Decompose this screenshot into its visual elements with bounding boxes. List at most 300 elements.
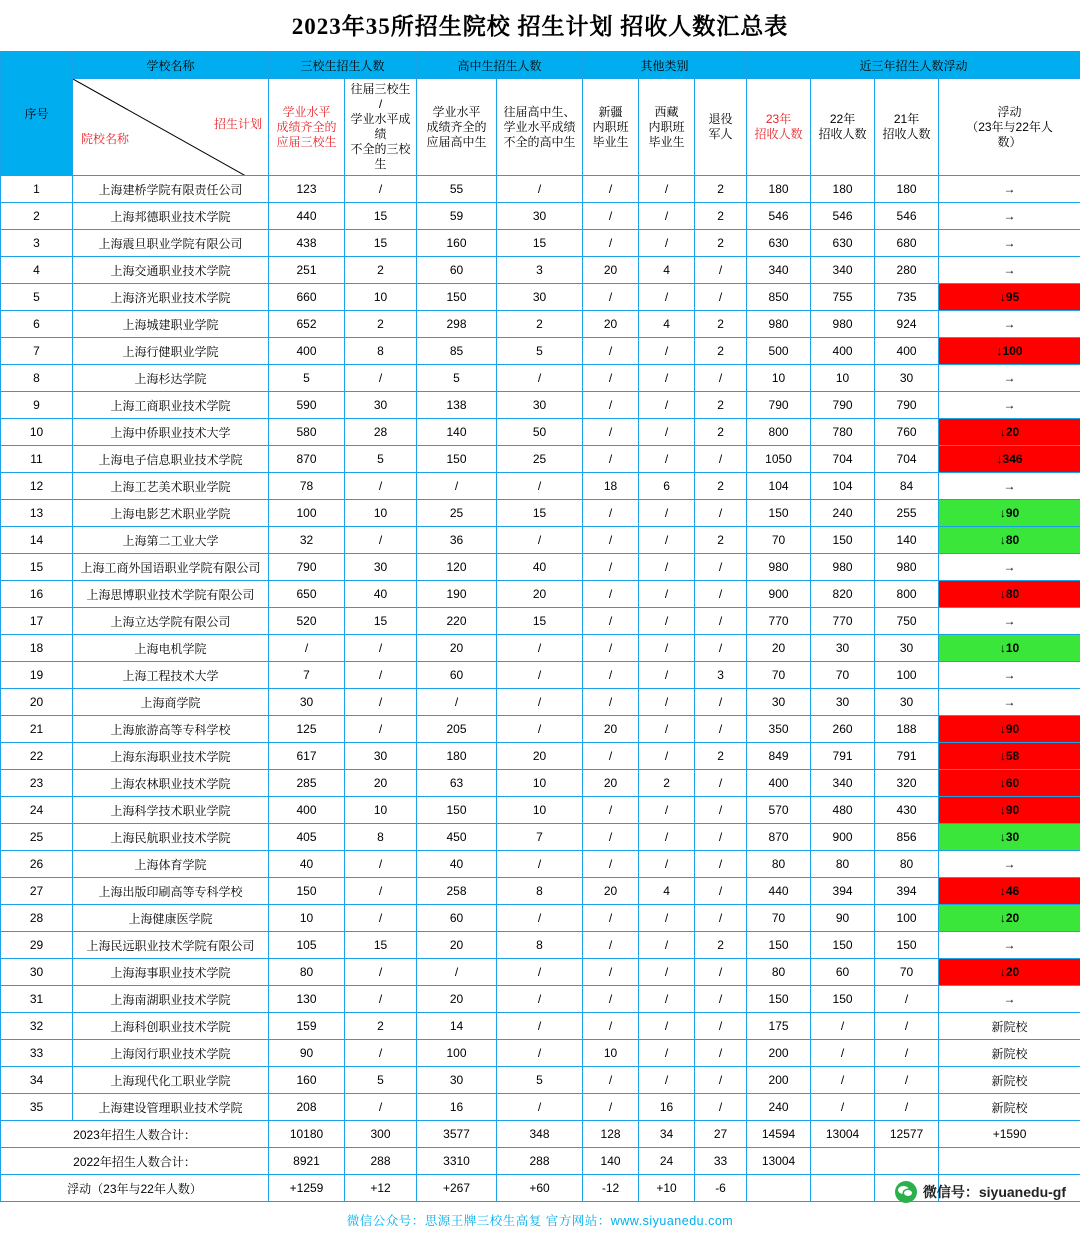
- table-row: [1, 797, 1080, 824]
- subheader-veteran: 退役 军人: [695, 79, 747, 176]
- row-school-name: 上海农林职业技术学院: [73, 770, 269, 797]
- summary-value-3: 348: [497, 1121, 583, 1148]
- row-float: →: [939, 203, 1080, 230]
- table-row: [1, 662, 1080, 689]
- row-value-9: 100: [875, 662, 939, 689]
- row-value-1: /: [345, 689, 417, 716]
- subheader-2023: 23年 招收人数: [747, 79, 811, 176]
- row-value-4: 18: [583, 473, 639, 500]
- summary-value-5: 24: [639, 1148, 695, 1175]
- row-value-5: 2: [639, 770, 695, 797]
- row-value-5: /: [639, 392, 695, 419]
- row-value-3: 10: [497, 797, 583, 824]
- row-value-1: /: [345, 527, 417, 554]
- row-value-5: 4: [639, 257, 695, 284]
- row-value-6: 2: [695, 230, 747, 257]
- row-value-5: /: [639, 689, 695, 716]
- row-value-2: 160: [417, 230, 497, 257]
- summary-value-6: -6: [695, 1175, 747, 1202]
- row-value-2: 150: [417, 797, 497, 824]
- row-float: →: [939, 662, 1080, 689]
- row-value-7: 70: [747, 662, 811, 689]
- row-value-1: 20: [345, 770, 417, 797]
- row-value-8: 770: [811, 608, 875, 635]
- row-value-6: 2: [695, 419, 747, 446]
- row-value-5: 6: [639, 473, 695, 500]
- row-value-3: 30: [497, 203, 583, 230]
- row-school-name: 上海闵行职业技术学院: [73, 1040, 269, 1067]
- summary-value-7: 13004: [747, 1148, 811, 1175]
- row-value-3: 10: [497, 770, 583, 797]
- row-value-6: /: [695, 851, 747, 878]
- row-value-4: /: [583, 662, 639, 689]
- summary-value-2: 3310: [417, 1148, 497, 1175]
- row-value-7: 849: [747, 743, 811, 770]
- row-float: →: [939, 554, 1080, 581]
- row-value-0: 652: [269, 311, 345, 338]
- table-row: [1, 446, 1080, 473]
- row-value-0: 208: [269, 1094, 345, 1121]
- row-value-7: 630: [747, 230, 811, 257]
- row-value-5: /: [639, 851, 695, 878]
- row-value-7: 500: [747, 338, 811, 365]
- row-index: 24: [1, 797, 73, 824]
- summary-value-2: +267: [417, 1175, 497, 1202]
- row-float: ↓100: [939, 338, 1080, 365]
- summary-value-3: +60: [497, 1175, 583, 1202]
- row-index: 34: [1, 1067, 73, 1094]
- row-value-2: 5: [417, 365, 497, 392]
- row-value-0: 660: [269, 284, 345, 311]
- row-value-0: 130: [269, 986, 345, 1013]
- row-value-9: 30: [875, 365, 939, 392]
- row-value-3: 30: [497, 284, 583, 311]
- table-row: [1, 1040, 1080, 1067]
- admissions-table: [0, 51, 1080, 1202]
- table-row: [1, 392, 1080, 419]
- row-school-name: 上海旅游高等专科学校: [73, 716, 269, 743]
- row-value-6: /: [695, 257, 747, 284]
- row-value-0: 90: [269, 1040, 345, 1067]
- table-row: [1, 986, 1080, 1013]
- row-index: 1: [1, 176, 73, 203]
- table-row: [1, 959, 1080, 986]
- row-value-5: /: [639, 797, 695, 824]
- row-value-8: 150: [811, 932, 875, 959]
- summary-value-9: 12577: [875, 1121, 939, 1148]
- summary-float: [939, 1148, 1080, 1175]
- row-value-8: 10: [811, 365, 875, 392]
- row-value-0: 30: [269, 689, 345, 716]
- row-value-3: 15: [497, 230, 583, 257]
- row-value-0: 438: [269, 230, 345, 257]
- row-float: ↓10: [939, 635, 1080, 662]
- row-value-3: /: [497, 986, 583, 1013]
- row-float: →: [939, 230, 1080, 257]
- row-index: 4: [1, 257, 73, 284]
- row-value-5: /: [639, 662, 695, 689]
- row-index: 15: [1, 554, 73, 581]
- row-value-1: /: [345, 986, 417, 1013]
- row-index: 35: [1, 1094, 73, 1121]
- row-value-7: 1050: [747, 446, 811, 473]
- row-index: 14: [1, 527, 73, 554]
- summary-value-8: [811, 1148, 875, 1175]
- row-value-7: 770: [747, 608, 811, 635]
- row-value-5: /: [639, 635, 695, 662]
- row-value-3: /: [497, 716, 583, 743]
- header-school-name: 学校名称: [73, 52, 269, 79]
- row-value-6: 2: [695, 527, 747, 554]
- row-value-1: 5: [345, 446, 417, 473]
- row-value-5: /: [639, 419, 695, 446]
- row-school-name: 上海科学技术职业学院: [73, 797, 269, 824]
- row-index: 13: [1, 500, 73, 527]
- row-index: 30: [1, 959, 73, 986]
- row-value-1: /: [345, 851, 417, 878]
- header-group-other: 其他类别: [583, 52, 747, 79]
- row-value-6: /: [695, 446, 747, 473]
- row-value-8: 980: [811, 554, 875, 581]
- row-value-9: 980: [875, 554, 939, 581]
- row-value-7: 340: [747, 257, 811, 284]
- row-value-1: /: [345, 635, 417, 662]
- row-value-2: 205: [417, 716, 497, 743]
- row-value-4: /: [583, 608, 639, 635]
- table-row: [1, 1013, 1080, 1040]
- row-float: ↓30: [939, 824, 1080, 851]
- row-value-8: 104: [811, 473, 875, 500]
- row-value-1: 2: [345, 1013, 417, 1040]
- row-value-4: /: [583, 419, 639, 446]
- row-value-5: /: [639, 1067, 695, 1094]
- row-value-7: 350: [747, 716, 811, 743]
- row-value-1: 10: [345, 797, 417, 824]
- row-value-4: /: [583, 527, 639, 554]
- row-value-9: 400: [875, 338, 939, 365]
- row-value-1: 15: [345, 230, 417, 257]
- row-value-8: 30: [811, 689, 875, 716]
- row-index: 21: [1, 716, 73, 743]
- row-value-0: 400: [269, 338, 345, 365]
- subheader-float: 浮动 （23年与22年人 数）: [939, 79, 1080, 176]
- row-value-1: /: [345, 1040, 417, 1067]
- row-index: 19: [1, 662, 73, 689]
- row-value-3: /: [497, 662, 583, 689]
- row-value-4: /: [583, 554, 639, 581]
- row-value-0: 160: [269, 1067, 345, 1094]
- row-value-2: 100: [417, 1040, 497, 1067]
- row-value-6: /: [695, 1013, 747, 1040]
- row-value-7: 400: [747, 770, 811, 797]
- row-value-2: 20: [417, 986, 497, 1013]
- header-group-trend: 近三年招生人数浮动: [747, 52, 1080, 79]
- row-value-4: /: [583, 959, 639, 986]
- summary-value-4: 128: [583, 1121, 639, 1148]
- row-value-7: 800: [747, 419, 811, 446]
- row-value-5: 16: [639, 1094, 695, 1121]
- header-group-highschool: 高中生招生人数: [417, 52, 583, 79]
- row-school-name: 上海震旦职业学院有限公司: [73, 230, 269, 257]
- row-value-6: 2: [695, 338, 747, 365]
- row-value-8: 400: [811, 338, 875, 365]
- row-value-6: /: [695, 554, 747, 581]
- row-value-4: /: [583, 392, 639, 419]
- row-school-name: 上海杉达学院: [73, 365, 269, 392]
- row-value-8: 630: [811, 230, 875, 257]
- row-float: ↓20: [939, 905, 1080, 932]
- row-value-9: /: [875, 1094, 939, 1121]
- row-float: →: [939, 851, 1080, 878]
- row-value-0: 870: [269, 446, 345, 473]
- row-value-3: /: [497, 365, 583, 392]
- summary-value-0: 10180: [269, 1121, 345, 1148]
- row-value-4: /: [583, 500, 639, 527]
- row-value-8: 70: [811, 662, 875, 689]
- table-row: [1, 365, 1080, 392]
- row-value-2: 60: [417, 905, 497, 932]
- row-value-3: 15: [497, 608, 583, 635]
- row-float: ↓80: [939, 527, 1080, 554]
- row-value-0: /: [269, 635, 345, 662]
- row-school-name: 上海第二工业大学: [73, 527, 269, 554]
- table-row: [1, 905, 1080, 932]
- row-value-6: /: [695, 905, 747, 932]
- row-value-0: 80: [269, 959, 345, 986]
- row-value-8: 340: [811, 257, 875, 284]
- summary-float: +1590: [939, 1121, 1080, 1148]
- row-value-6: /: [695, 824, 747, 851]
- row-value-5: /: [639, 230, 695, 257]
- row-value-6: 2: [695, 392, 747, 419]
- wechat-watermark: [895, 1181, 1066, 1203]
- summary-value-8: [811, 1175, 875, 1202]
- table-row: [1, 932, 1080, 959]
- row-value-8: 900: [811, 824, 875, 851]
- row-value-9: 180: [875, 176, 939, 203]
- row-value-2: /: [417, 959, 497, 986]
- row-value-6: 3: [695, 662, 747, 689]
- row-value-0: 10: [269, 905, 345, 932]
- table-row: [1, 284, 1080, 311]
- row-value-4: /: [583, 1013, 639, 1040]
- row-value-7: 70: [747, 527, 811, 554]
- row-value-7: 80: [747, 959, 811, 986]
- row-value-2: 450: [417, 824, 497, 851]
- row-value-4: /: [583, 1094, 639, 1121]
- row-school-name: 上海电机学院: [73, 635, 269, 662]
- row-value-9: 140: [875, 527, 939, 554]
- table-row: [1, 257, 1080, 284]
- row-value-1: 30: [345, 392, 417, 419]
- row-value-9: 30: [875, 635, 939, 662]
- summary-label: 2023年招生人数合计：: [1, 1121, 269, 1148]
- subheader-highschool-partial: 往届高中生、 学业水平成绩 不全的高中生: [497, 79, 583, 176]
- row-value-0: 400: [269, 797, 345, 824]
- row-value-7: 570: [747, 797, 811, 824]
- row-value-2: 120: [417, 554, 497, 581]
- row-value-7: 150: [747, 500, 811, 527]
- row-value-3: /: [497, 473, 583, 500]
- row-value-3: /: [497, 176, 583, 203]
- row-value-8: 791: [811, 743, 875, 770]
- row-value-9: 70: [875, 959, 939, 986]
- summary-value-0: +1259: [269, 1175, 345, 1202]
- row-value-7: 80: [747, 851, 811, 878]
- row-value-1: /: [345, 905, 417, 932]
- row-value-4: /: [583, 581, 639, 608]
- row-value-7: 240: [747, 1094, 811, 1121]
- row-value-8: 755: [811, 284, 875, 311]
- row-value-7: 980: [747, 554, 811, 581]
- row-school-name: 上海行健职业学院: [73, 338, 269, 365]
- row-value-9: 704: [875, 446, 939, 473]
- row-value-5: /: [639, 959, 695, 986]
- row-float: ↓20: [939, 419, 1080, 446]
- corner-label-plan: 招生计划: [213, 117, 262, 131]
- row-value-3: /: [497, 851, 583, 878]
- row-index: 26: [1, 851, 73, 878]
- row-value-1: /: [345, 1094, 417, 1121]
- row-value-2: 63: [417, 770, 497, 797]
- table-row: [1, 230, 1080, 257]
- row-index: 8: [1, 365, 73, 392]
- row-value-1: /: [345, 959, 417, 986]
- row-value-0: 520: [269, 608, 345, 635]
- summary-value-7: 14594: [747, 1121, 811, 1148]
- table-row: [1, 635, 1080, 662]
- table-row: [1, 716, 1080, 743]
- table-row: [1, 770, 1080, 797]
- row-value-8: 80: [811, 851, 875, 878]
- row-school-name: 上海南湖职业技术学院: [73, 986, 269, 1013]
- row-value-1: 15: [345, 932, 417, 959]
- table-row: [1, 608, 1080, 635]
- row-float: →: [939, 311, 1080, 338]
- row-school-name: 上海立达学院有限公司: [73, 608, 269, 635]
- row-value-2: 16: [417, 1094, 497, 1121]
- row-index: 17: [1, 608, 73, 635]
- table-row: [1, 689, 1080, 716]
- row-value-5: /: [639, 554, 695, 581]
- table-header: [1, 52, 1080, 176]
- row-value-8: 240: [811, 500, 875, 527]
- row-value-4: /: [583, 689, 639, 716]
- row-index: 3: [1, 230, 73, 257]
- row-float: 新院校: [939, 1040, 1080, 1067]
- row-value-9: 735: [875, 284, 939, 311]
- row-value-4: 20: [583, 257, 639, 284]
- summary-value-4: -12: [583, 1175, 639, 1202]
- row-value-0: 40: [269, 851, 345, 878]
- subheader-tibet: 西藏 内职班 毕业生: [639, 79, 695, 176]
- row-index: 25: [1, 824, 73, 851]
- row-value-1: /: [345, 662, 417, 689]
- row-value-9: 750: [875, 608, 939, 635]
- row-value-7: 150: [747, 932, 811, 959]
- row-value-2: 30: [417, 1067, 497, 1094]
- row-value-8: /: [811, 1040, 875, 1067]
- row-value-4: /: [583, 1067, 639, 1094]
- row-value-4: /: [583, 365, 639, 392]
- row-value-3: /: [497, 1040, 583, 1067]
- row-value-6: 2: [695, 743, 747, 770]
- row-value-7: 200: [747, 1067, 811, 1094]
- table-row: [1, 203, 1080, 230]
- row-value-2: 150: [417, 446, 497, 473]
- row-value-6: /: [695, 1067, 747, 1094]
- row-value-5: /: [639, 446, 695, 473]
- row-value-6: /: [695, 716, 747, 743]
- row-index: 20: [1, 689, 73, 716]
- row-value-5: /: [639, 743, 695, 770]
- row-value-0: 100: [269, 500, 345, 527]
- subheader-vocational-partial: 往届三校生 / 学业水平成绩 不全的三校生: [345, 79, 417, 176]
- row-value-2: 20: [417, 932, 497, 959]
- header-seq: 序号: [1, 52, 73, 176]
- row-value-9: 790: [875, 392, 939, 419]
- row-value-8: 150: [811, 986, 875, 1013]
- row-index: 5: [1, 284, 73, 311]
- row-value-3: 20: [497, 581, 583, 608]
- row-value-9: 680: [875, 230, 939, 257]
- row-school-name: 上海济光职业技术学院: [73, 284, 269, 311]
- row-index: 18: [1, 635, 73, 662]
- row-float: 新院校: [939, 1067, 1080, 1094]
- summary-value-5: 34: [639, 1121, 695, 1148]
- summary-value-1: 288: [345, 1148, 417, 1175]
- row-value-2: 40: [417, 851, 497, 878]
- row-value-7: 20: [747, 635, 811, 662]
- row-value-8: 820: [811, 581, 875, 608]
- row-value-9: 100: [875, 905, 939, 932]
- row-value-2: 220: [417, 608, 497, 635]
- row-value-7: 175: [747, 1013, 811, 1040]
- row-value-5: /: [639, 581, 695, 608]
- subheader-xinjiang: 新疆 内职班 毕业生: [583, 79, 639, 176]
- row-value-3: 25: [497, 446, 583, 473]
- row-value-6: 2: [695, 203, 747, 230]
- row-school-name: 上海健康医学院: [73, 905, 269, 932]
- row-value-4: 20: [583, 716, 639, 743]
- row-value-7: 850: [747, 284, 811, 311]
- row-value-9: 84: [875, 473, 939, 500]
- row-school-name: 上海科创职业技术学院: [73, 1013, 269, 1040]
- row-school-name: 上海民航职业技术学院: [73, 824, 269, 851]
- row-value-0: 285: [269, 770, 345, 797]
- subheader-2022: 22年 招收人数: [811, 79, 875, 176]
- row-value-4: 20: [583, 878, 639, 905]
- row-value-3: 8: [497, 878, 583, 905]
- row-value-2: 298: [417, 311, 497, 338]
- row-value-5: 4: [639, 878, 695, 905]
- row-value-4: 20: [583, 311, 639, 338]
- row-value-1: 8: [345, 338, 417, 365]
- row-value-8: 780: [811, 419, 875, 446]
- row-value-0: 123: [269, 176, 345, 203]
- row-school-name: 上海中侨职业技术大学: [73, 419, 269, 446]
- row-school-name: 上海电影艺术职业学院: [73, 500, 269, 527]
- row-value-5: 4: [639, 311, 695, 338]
- row-value-6: /: [695, 608, 747, 635]
- row-value-5: /: [639, 608, 695, 635]
- row-value-5: /: [639, 716, 695, 743]
- row-value-8: 180: [811, 176, 875, 203]
- table-body: [1, 176, 1080, 1202]
- row-school-name: 上海商学院: [73, 689, 269, 716]
- row-value-7: 790: [747, 392, 811, 419]
- row-value-4: /: [583, 284, 639, 311]
